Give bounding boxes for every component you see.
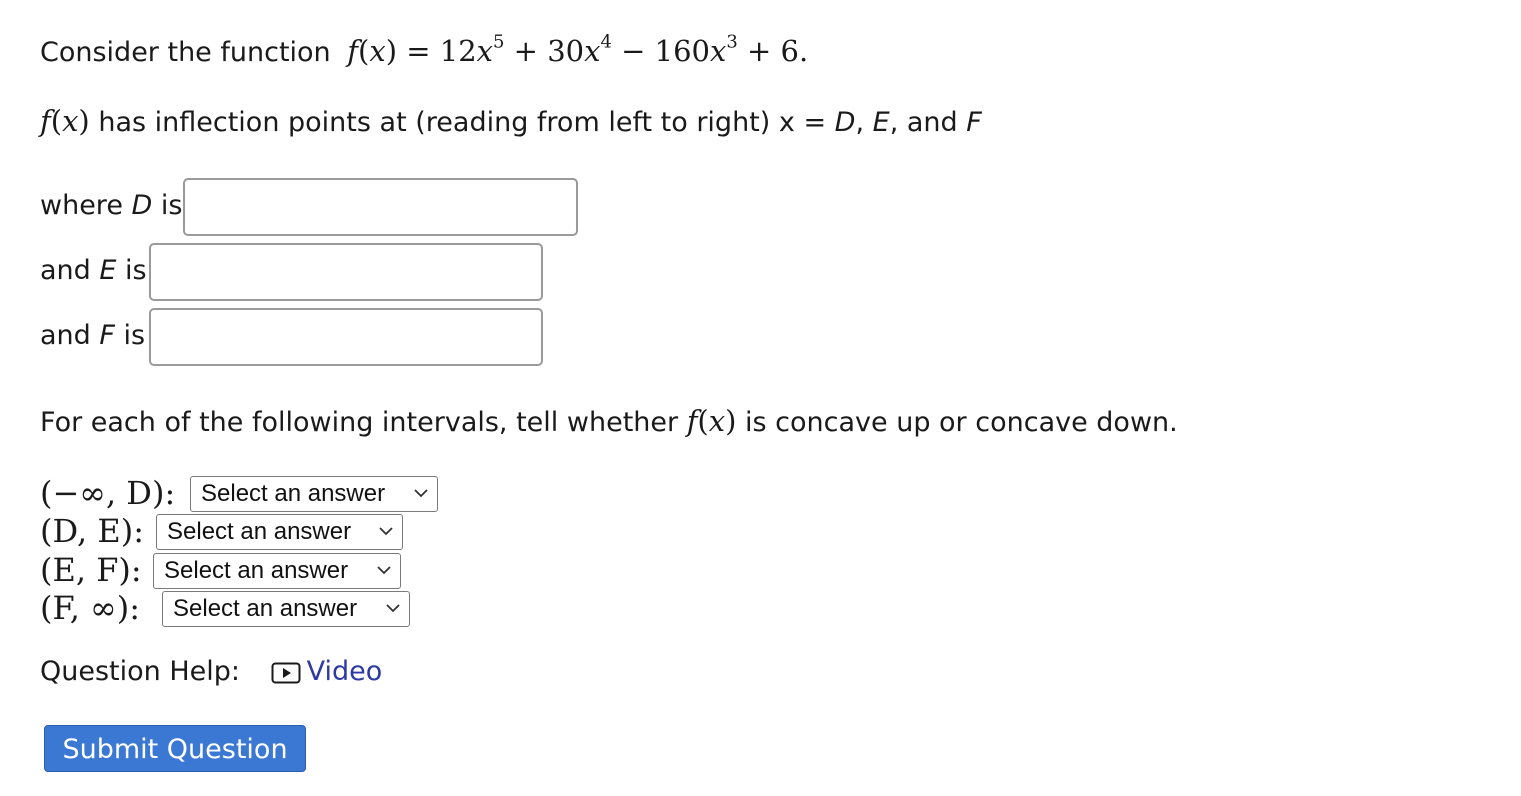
play-icon bbox=[271, 662, 301, 684]
answer-input-f[interactable] bbox=[149, 308, 543, 366]
chevron-down-icon bbox=[376, 564, 392, 576]
interval-label-4: (F, ∞): bbox=[40, 589, 140, 627]
chevron-down-icon bbox=[413, 487, 429, 499]
concavity-select-4[interactable]: Select an answer bbox=[162, 591, 410, 627]
chevron-down-icon bbox=[385, 602, 401, 614]
concavity-select-1[interactable]: Select an answer bbox=[190, 476, 438, 512]
chevron-down-icon bbox=[378, 525, 394, 537]
interval-label-2: (D, E): bbox=[40, 512, 144, 550]
interval-label-3: (E, F): bbox=[40, 551, 142, 589]
inflection-statement: f(x) has inflection points at (reading from left to right) x = D, E, and F bbox=[40, 104, 982, 138]
answer-label-f: and F is bbox=[40, 320, 146, 351]
question-help bbox=[40, 656, 382, 687]
video-label: Video bbox=[306, 656, 383, 687]
answer-label-e: and E is bbox=[40, 255, 147, 286]
answer-label-d: where D is bbox=[40, 190, 183, 221]
function-formula: $f(x) = 12x^5 + 30x^4 - 160x^3 + 6$. bbox=[347, 31, 809, 68]
intro-text: Consider the function bbox=[40, 37, 331, 68]
answer-input-e[interactable] bbox=[149, 243, 543, 301]
question-help-label: Question Help: bbox=[40, 656, 240, 687]
answer-input-d[interactable] bbox=[183, 178, 578, 236]
function-statement bbox=[40, 31, 809, 68]
submit-question-button[interactable]: Submit Question bbox=[44, 725, 306, 772]
concavity-instructions: For each of the following intervals, tell whether f(x) is concave up or concave down. bbox=[40, 404, 1178, 438]
concavity-select-3[interactable]: Select an answer bbox=[153, 553, 401, 589]
interval-label-1: (−∞, D): bbox=[40, 474, 176, 512]
video-link[interactable] bbox=[271, 656, 383, 687]
concavity-select-2[interactable]: Select an answer bbox=[156, 514, 403, 550]
